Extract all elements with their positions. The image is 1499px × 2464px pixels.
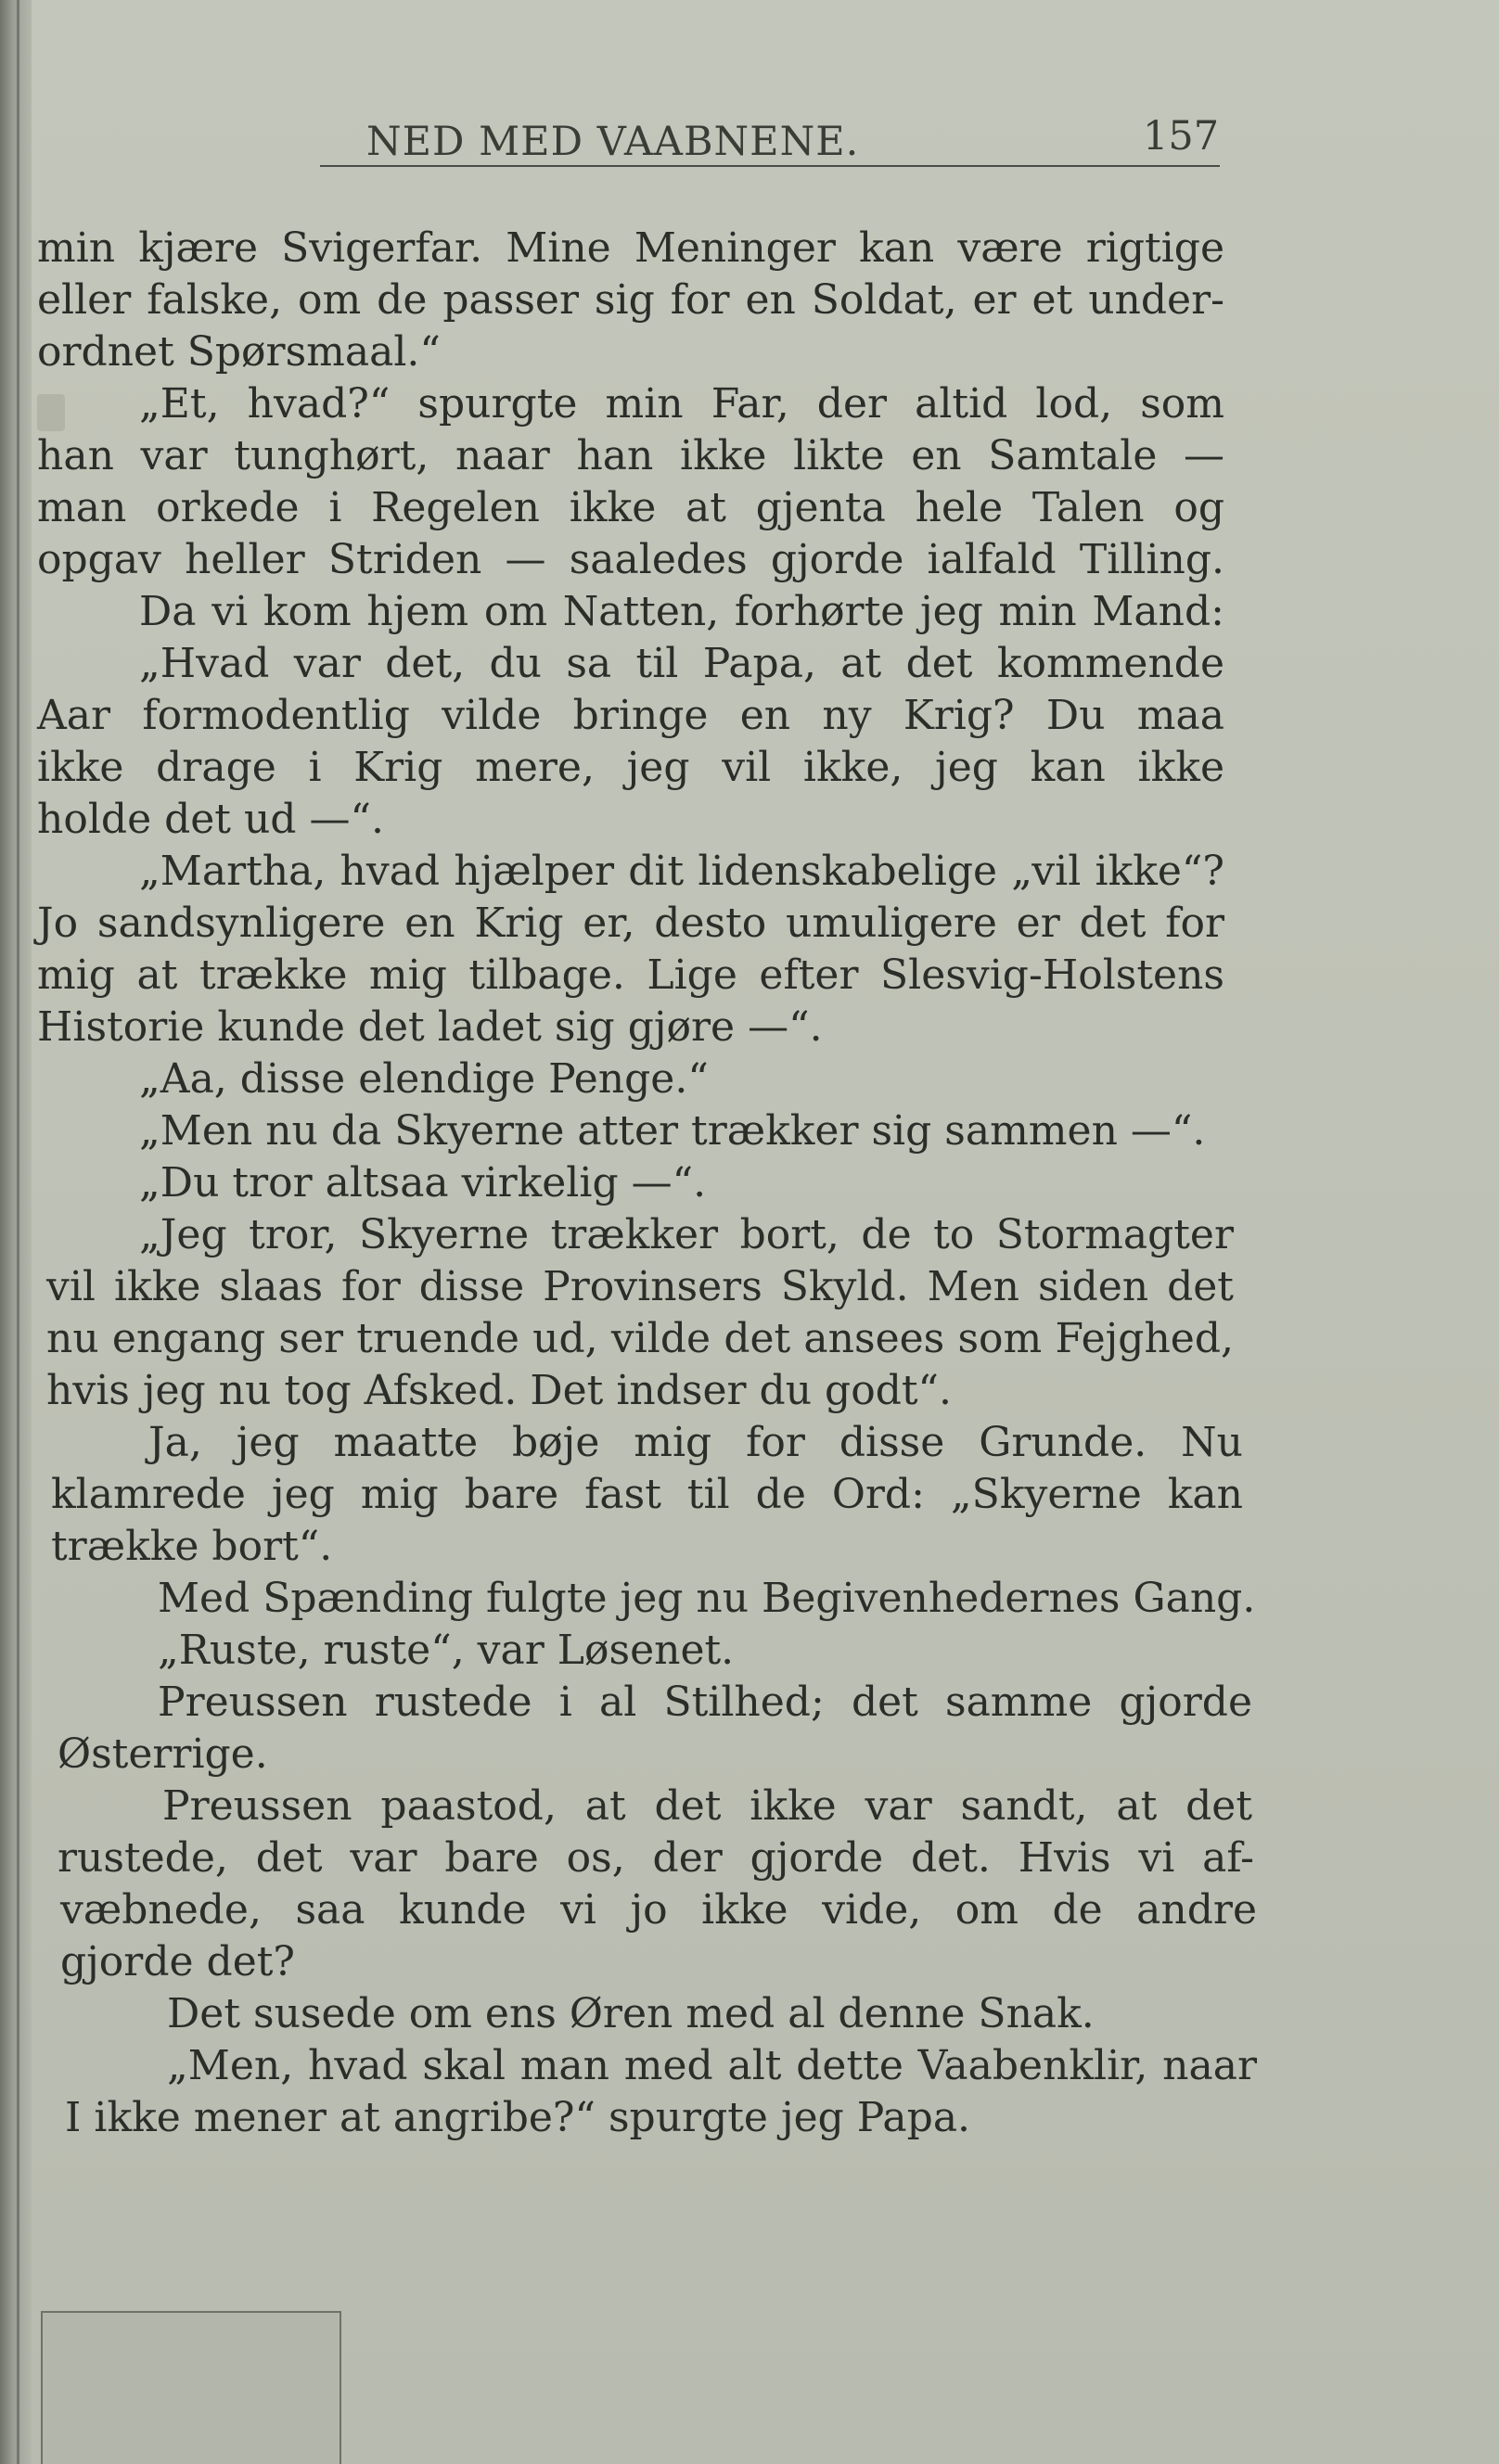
text-line: trække bort“. bbox=[51, 1523, 333, 1570]
text-line: gjorde det? bbox=[60, 1938, 295, 1985]
text-line: Aar formodentlig vilde bringe en ny Krig? Du maa bbox=[37, 692, 1224, 739]
text-line: „Martha, hvad hjælper dit lidenskabelige „vil ikke“? bbox=[139, 848, 1224, 895]
text-line: Jo sandsynligere en Krig er, desto umuligere er det for bbox=[37, 900, 1224, 947]
text-line: hvis jeg nu tog Afsked. Det indser du godt“. bbox=[46, 1367, 953, 1414]
text-line: mig at trække mig tilbage. Lige efter Slesvig-Holstens bbox=[37, 951, 1224, 999]
text-line: holde det ud —“. bbox=[37, 796, 384, 843]
text-line: „Jeg tror, Skyerne trækker bort, de to Stormagter bbox=[139, 1211, 1234, 1258]
text-line: Da vi kom hjem om Natten, forhørte jeg min Mand: bbox=[139, 588, 1224, 635]
text-line: Østerrige. bbox=[58, 1730, 268, 1778]
text-line: I ikke mener at angribe?“ spurgte jeg Papa. bbox=[65, 2094, 971, 2141]
text-line: „Et, hvad?“ spurgte min Far, der altid lod, som bbox=[139, 380, 1224, 428]
text-line: „Aa, disse elendige Penge.“ bbox=[139, 1055, 709, 1103]
text-line: ikke drage i Krig mere, jeg vil ikke, jeg kan ikke bbox=[37, 744, 1224, 791]
text-line: „Hvad var det, du sa til Papa, at det kommende bbox=[139, 640, 1224, 687]
text-line: Ja, jeg maatte bøje mig for disse Grunde. Nu bbox=[148, 1419, 1243, 1466]
text-line: væbnede, saa kunde vi jo ikke vide, om de andre bbox=[60, 1886, 1257, 1934]
paper-stain bbox=[37, 394, 65, 431]
header-rule bbox=[320, 165, 1220, 167]
text-line: rustede, det var bare os, der gjorde det. Hvis vi af- bbox=[58, 1834, 1254, 1882]
text-line: eller falske, om de passer sig for en Soldat, er et under- bbox=[37, 276, 1224, 324]
text-line: „Ruste, ruste“, var Løsenet. bbox=[158, 1627, 735, 1674]
running-head bbox=[0, 109, 1499, 165]
book-spine bbox=[0, 0, 32, 2464]
page-number: 157 bbox=[1143, 113, 1220, 160]
library-label-box bbox=[41, 2311, 341, 2464]
text-line: klamrede jeg mig bare fast til de Ord: „Skyerne kan bbox=[51, 1471, 1243, 1518]
text-line: man orkede i Regelen ikke at gjenta hele Talen og bbox=[37, 484, 1224, 531]
text-line: Preussen paastod, at det ikke var sandt, at det bbox=[162, 1782, 1252, 1830]
text-line: Med Spænding fulgte jeg nu Begivenhedernes Gang. bbox=[158, 1575, 1256, 1622]
text-line: „Du tror altsaa virkelig —“. bbox=[139, 1159, 707, 1206]
text-line: opgav heller Striden — saaledes gjorde ialfald Tilling. bbox=[37, 536, 1224, 583]
text-line: han var tunghørt, naar han ikke likte en Samtale — bbox=[37, 432, 1224, 479]
text-line: „Men, hvad skal man med alt dette Vaabenklir, naar bbox=[167, 2042, 1257, 2089]
text-line: min kjære Svigerfar. Mine Meninger kan være rigtige bbox=[37, 224, 1224, 272]
text-line: Historie kunde det ladet sig gjøre —“. bbox=[37, 1003, 823, 1051]
text-line: nu engang ser truende ud, vilde det ansees som Fejghed, bbox=[46, 1315, 1234, 1362]
text-line: Det susede om ens Øren med al denne Snak. bbox=[167, 1990, 1095, 2037]
text-line: Preussen rustede i al Stilhed; det samme gjorde bbox=[158, 1679, 1252, 1726]
running-title: NED MED VAABNENE. bbox=[366, 119, 860, 165]
text-line: ordnet Spørsmaal.“ bbox=[37, 328, 441, 376]
text-line: „Men nu da Skyerne atter trækker sig sammen —“. bbox=[139, 1107, 1206, 1155]
spine-edge-line bbox=[17, 0, 19, 2464]
text-line: vil ikke slaas for disse Provinsers Skyld. Men siden det bbox=[46, 1263, 1234, 1310]
